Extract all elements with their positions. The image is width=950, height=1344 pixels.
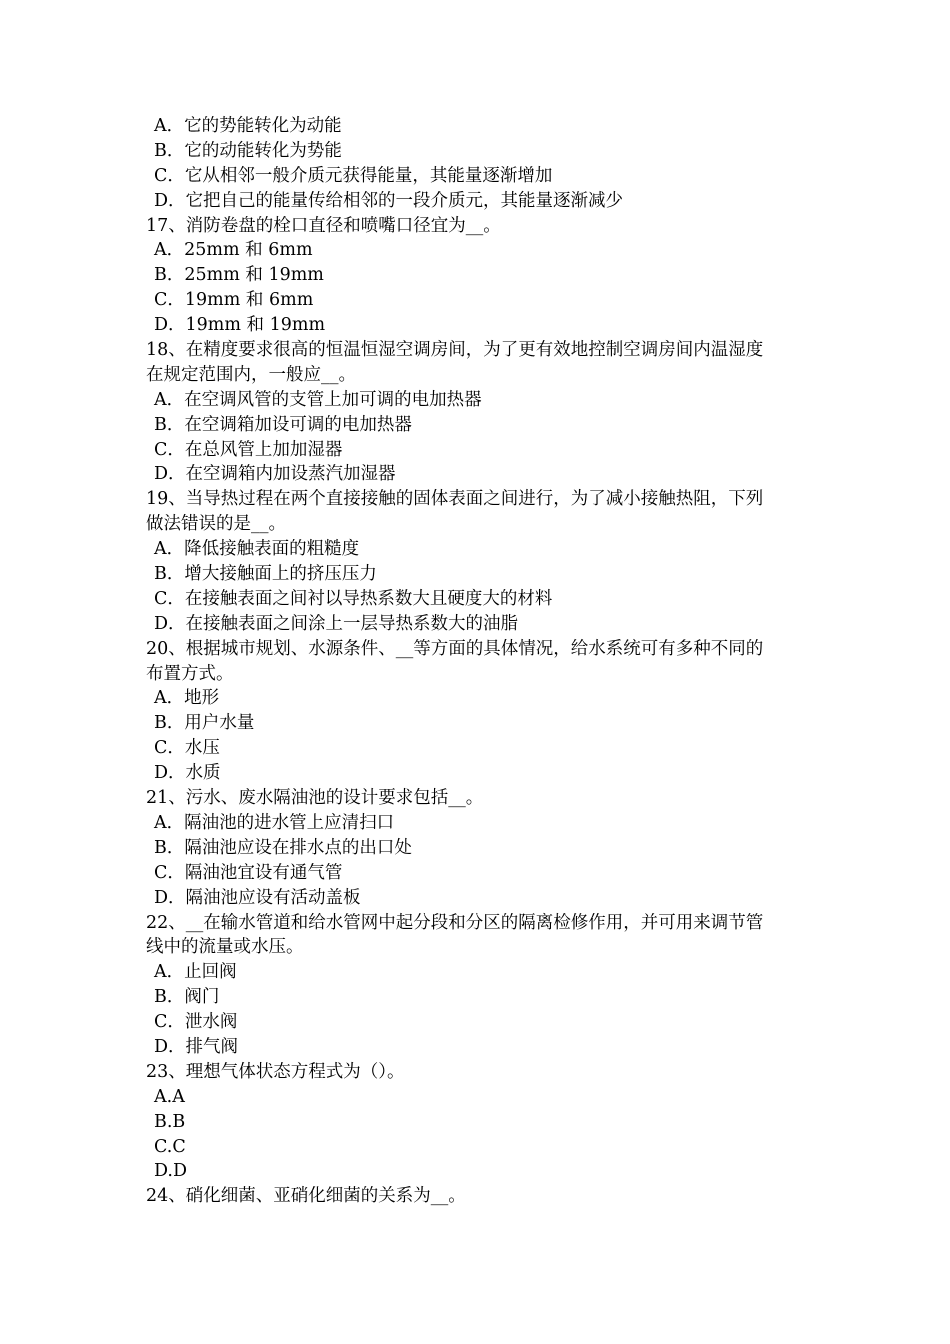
- answer-option: C．在总风管上加加湿器: [154, 439, 343, 460]
- answer-option: C．隔油池宜设有通气管: [154, 862, 343, 883]
- question-line: 22、__在输水管道和给水管网中起分段和分区的隔离检修作用，并可用来调节管: [146, 912, 764, 933]
- answer-option: B．阀门: [154, 987, 220, 1008]
- answer-option: A．它的势能转化为动能: [154, 116, 342, 136]
- answer-option: C．19mm 和 6mm: [154, 290, 314, 311]
- answer-option: B.B: [154, 1111, 186, 1132]
- answer-option: A．25mm 和 6mm: [154, 240, 313, 261]
- question-line: 线中的流量或水压。: [146, 937, 304, 958]
- answer-option: D．水质: [154, 763, 221, 784]
- answer-option: D．在空调箱内加设蒸汽加湿器: [154, 464, 396, 485]
- question-list: [146, 114, 814, 1209]
- answer-option: C．泄水阀: [154, 1012, 238, 1033]
- answer-option: A．地形: [154, 688, 220, 709]
- question-line: 21、污水、废水隔油池的设计要求包括__。: [146, 788, 484, 809]
- answer-option: B．它的动能转化为势能: [154, 140, 342, 161]
- question-line: 18、在精度要求很高的恒温恒湿空调房间，为了更有效地控制空调房间内温湿度: [146, 340, 764, 361]
- question-line: 在规定范围内，一般应__。: [146, 364, 356, 385]
- answer-option: D．隔油池应设有活动盖板: [154, 887, 361, 908]
- answer-option: D．在接触表面之间涂上一层导热系数大的油脂: [154, 613, 519, 634]
- question-line: 19、当导热过程在两个直接接触的固体表面之间进行，为了减小接触热阻，下列: [146, 489, 764, 510]
- question-line: 24、硝化细菌、亚硝化细菌的关系为__。: [146, 1186, 466, 1207]
- answer-option: A．降低接触表面的粗糙度: [154, 539, 360, 560]
- question-line: 23、理想气体状态方程式为（）。: [146, 1061, 405, 1082]
- answer-option: D．排气阀: [154, 1036, 239, 1057]
- answer-option: A．隔油池的进水管上应清扫口: [154, 812, 395, 833]
- answer-option: B．增大接触面上的挤压压力: [154, 564, 377, 585]
- answer-option: C．水压: [154, 738, 220, 759]
- answer-option: A．止回阀: [154, 962, 237, 983]
- question-line: 布置方式。: [146, 663, 234, 684]
- question-line: 做法错误的是__。: [146, 514, 286, 535]
- answer-option: B．隔油池应设在排水点的出口处: [154, 837, 412, 858]
- answer-option: D．19mm 和 19mm: [154, 315, 326, 336]
- answer-option: D.D: [154, 1161, 188, 1182]
- answer-option: C．它从相邻一般介质元获得能量，其能量逐渐增加: [154, 165, 553, 186]
- answer-option: B．25mm 和 19mm: [154, 265, 324, 286]
- answer-option: C.C: [154, 1136, 186, 1157]
- answer-option: A.A: [154, 1086, 185, 1107]
- answer-option: C．在接触表面之间衬以导热系数大且硬度大的材料: [154, 588, 553, 609]
- answer-option: B．用户水量: [154, 713, 255, 734]
- question-line: 20、根据城市规划、水源条件、__等方面的具体情况，给水系统可有多种不同的: [146, 638, 764, 659]
- answer-option: B．在空调箱加设可调的电加热器: [154, 414, 412, 435]
- question-line: 17、消防卷盘的栓口直径和喷嘴口径宜为__。: [146, 215, 501, 236]
- answer-option: D．它把自己的能量传给相邻的一段介质元，其能量逐渐减少: [154, 190, 624, 211]
- answer-option: A．在空调风管的支管上加可调的电加热器: [154, 389, 482, 410]
